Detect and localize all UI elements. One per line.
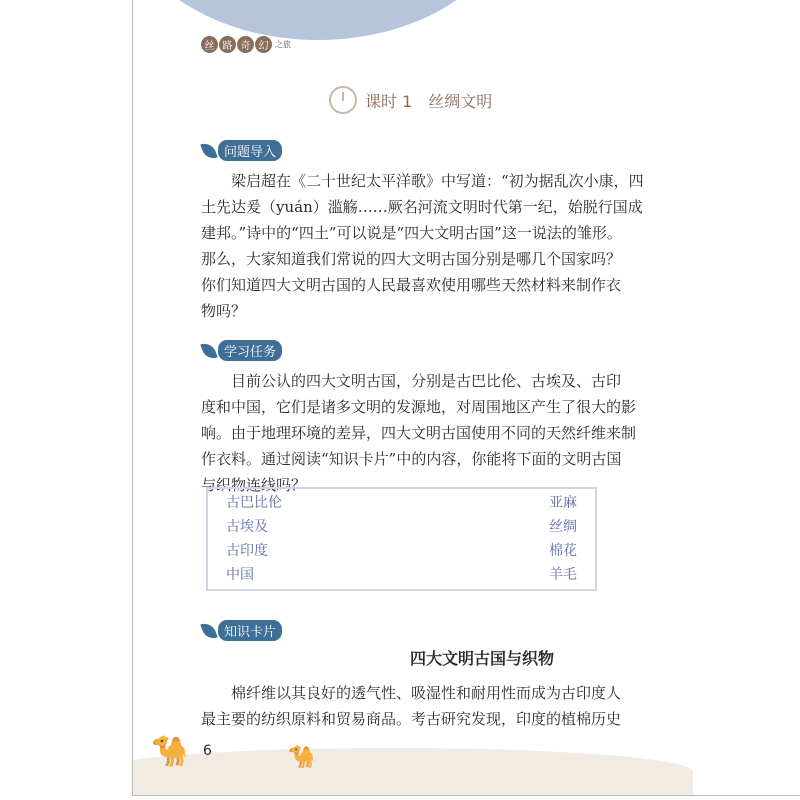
section-label: 问题导入: [218, 140, 282, 161]
section-label: 知识卡片: [218, 620, 282, 641]
logo-char: 丝: [201, 36, 218, 53]
text-line: 目前公认的四大文明古国，分别是古巴比伦、古埃及、古印: [231, 372, 622, 390]
matching-row: [226, 491, 577, 515]
book-page: [132, 0, 800, 796]
matching-row: [226, 515, 577, 539]
intro-paragraph: [201, 168, 644, 324]
text-line: 与织物连线吗？: [201, 476, 307, 494]
text-line: 作衣料。通过阅读“知识卡片”中的内容，你能将下面的文明古国: [201, 450, 622, 468]
text-line: 那么，大家知道我们常说的四大文明古国分别是哪几个国家吗？: [201, 250, 622, 268]
card-title: 四大文明古国与织物: [409, 649, 554, 668]
logo-suffix: 之旅: [275, 40, 291, 49]
logo-char: 路: [219, 36, 236, 53]
section-label: 学习任务: [218, 340, 282, 361]
leaf-icon: [200, 340, 217, 361]
matching-box: [206, 487, 597, 591]
lesson-heading: [329, 86, 492, 114]
civilization[interactable]: 古印度: [226, 543, 268, 559]
fabric[interactable]: 羊毛: [549, 567, 577, 583]
desert-dune: [132, 748, 693, 795]
text-line: 物吗？: [201, 302, 247, 320]
civilization[interactable]: 中国: [226, 567, 254, 583]
section-tag-card: [203, 620, 282, 641]
text-line: 棉纤维以其良好的透气性、吸湿性和耐用性而成为古印度人: [231, 684, 622, 702]
sky-decoration: [132, 0, 513, 40]
fabric[interactable]: 亚麻: [549, 495, 577, 511]
camel-icon: 🐪: [288, 745, 316, 770]
clock-icon: [329, 86, 357, 114]
leaf-icon: [200, 140, 217, 161]
lesson-title: 课时 1 丝绸文明: [365, 91, 493, 111]
page-number: 6: [203, 743, 212, 759]
fabric[interactable]: 棉花: [549, 543, 577, 559]
text-line: 度和中国，它们是诸多文明的发源地，对周围地区产生了很大的影: [201, 398, 637, 416]
civilization[interactable]: 古埃及: [226, 519, 268, 535]
text-line: 最主要的纺织原料和贸易商品。考古研究发现，印度的植棉历史: [201, 710, 622, 728]
text-line: 建邦。”诗中的“四土”可以说是“四大文明古国”这一说法的雏形。: [201, 224, 622, 242]
civilization[interactable]: 古巴比伦: [226, 495, 282, 511]
text-line: 你们知道四大文明古国的人民最喜欢使用哪些天然材料来制作衣: [201, 276, 622, 294]
logo-char: 奇: [237, 36, 254, 53]
section-tag-intro: [203, 140, 282, 161]
text-line: 响。由于地理环境的差异，四大文明古国使用不同的天然纤维来制: [201, 424, 637, 442]
section-tag-task: [203, 340, 282, 361]
series-logo: [201, 36, 291, 53]
leaf-icon: [200, 620, 217, 641]
text-line: 梁启超在《二十世纪太平洋歌》中写道：“初为据乱次小康，四: [231, 172, 644, 190]
camel-icon: 🐪: [151, 734, 189, 769]
logo-char: 幻: [255, 36, 272, 53]
fabric[interactable]: 丝绸: [549, 519, 577, 535]
matching-row: [226, 563, 577, 587]
text-line: 土先达爰（yuán）滥觞……厥名河流文明时代第一纪，始脱行国成: [201, 198, 643, 216]
card-paragraph: [201, 680, 626, 732]
matching-row: [226, 539, 577, 563]
task-paragraph: [201, 368, 637, 498]
